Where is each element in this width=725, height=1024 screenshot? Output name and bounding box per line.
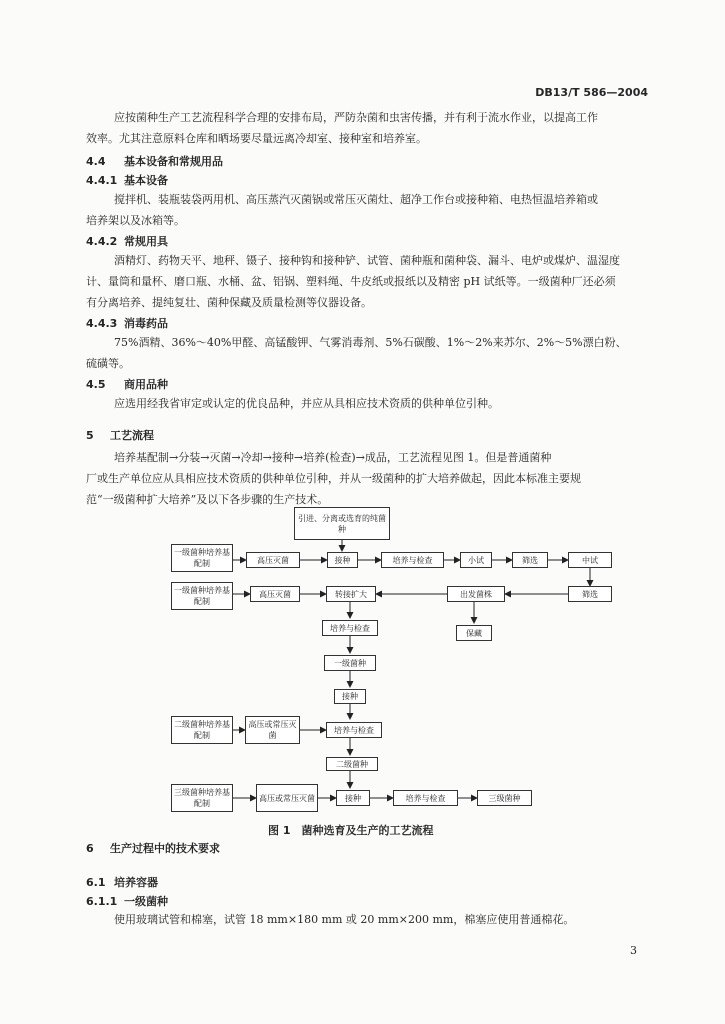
flow-box-inoculate1: 接种: [334, 689, 366, 704]
document-code: DB13/T 586—2004: [535, 86, 648, 99]
section-title: 商用品种: [124, 378, 168, 391]
flow-box-sterilize0: 高压灭菌: [246, 552, 300, 568]
figure-caption: 图 1 菌种选育及生产的工艺流程: [268, 824, 434, 837]
section-title: 消毒药品: [124, 317, 168, 330]
section-4-4-3-body: [86, 332, 658, 374]
intro-paragraph: [86, 107, 658, 149]
flow-box-culture2: 培养与检查: [326, 722, 382, 738]
flow-box-grade2: 二级菌种: [326, 757, 378, 771]
flow-box-medium0: 一级菌种培养基配制: [171, 544, 233, 572]
body-line: 厂或生产单位应从具相应技术资质的供种单位引种，并从一级菌种的扩大培养做起，因此本标准主要规: [86, 472, 581, 485]
flow-box-culture3: 培养与检查: [393, 790, 458, 806]
section-number: 4.4.2: [86, 235, 118, 248]
flow-box-midtest: 中试: [568, 552, 612, 568]
flow-box-sterilize1: 高压灭菌: [250, 586, 300, 602]
body-line: 有分离培养、提纯复壮、菌种保藏及质量检测等仪器设备。: [86, 296, 372, 309]
body-line: 应选用经我省审定或认定的优良品种，并应从具相应技术资质的供种单位引种。: [114, 397, 499, 410]
section-number: 6: [86, 842, 94, 855]
flow-box-transfer: 转接扩大: [326, 586, 376, 602]
section-4-4-3-heading: [86, 315, 168, 331]
section-title: 常规用具: [124, 235, 168, 248]
section-title: 工艺流程: [110, 429, 154, 442]
flow-box-culture0: 培养与检查: [381, 552, 444, 568]
body-line: 计、量筒和量杯、磨口瓶、水桶、盆、铝锅、塑料绳、牛皮纸或报纸以及精密 pH 试纸等。一级菌种厂还必须: [86, 275, 616, 288]
section-number: 4.4.1: [86, 174, 118, 187]
section-number: 4.4: [86, 155, 106, 168]
section-title: 培养容器: [114, 876, 158, 889]
body-line: 硫磺等。: [86, 357, 130, 370]
section-4-4-heading: [86, 153, 223, 169]
flow-box-inoculate3: 接种: [336, 790, 370, 806]
section-5-body: [86, 447, 658, 510]
body-line: 范“一级菌种扩大培养”及以下各步骤的生产技术。: [86, 493, 329, 506]
section-6-1-1-body: [86, 909, 658, 930]
section-6-1-heading: [86, 874, 158, 890]
flow-box-culture1: 培养与检查: [322, 620, 378, 636]
body-line: 培养架以及冰箱等。: [86, 214, 185, 227]
section-4-5-body: [86, 393, 658, 414]
intro-line-2: 效率。尤其注意原料仓库和晒场要尽量远离冷却室、接种室和培养室。: [86, 132, 427, 145]
section-6-1-1-heading: [86, 893, 168, 909]
section-4-4-1-heading: [86, 172, 168, 188]
section-title: 基本设备和常规用品: [124, 155, 223, 168]
flow-box-medium2: 二级菌种培养基配制: [171, 716, 233, 744]
page-number: 3: [630, 944, 637, 957]
flow-box-smalltest: 小试: [460, 552, 492, 568]
flow-box-inoculate0: 接种: [327, 552, 358, 568]
body-line: 使用玻璃试管和棉塞，试管 18 mm×180 mm 或 20 mm×200 mm，棉塞应使用普通棉花。: [114, 913, 575, 926]
flow-box-sterilize2: 高压或常压灭菌: [245, 716, 300, 744]
flow-box-fruiting: 出发菌株: [447, 586, 505, 602]
body-line: 培养基配制→分装→灭菌→冷却→接种→培养(检查)→成品，工艺流程见图 1。但是普通菌种: [114, 451, 552, 464]
section-4-4-1-body: [86, 189, 658, 231]
section-number: 6.1.1: [86, 895, 118, 908]
intro-line-1: 应按菌种生产工艺流程科学合理的安排布局，严防杂菌和虫害传播，并有利于流水作业，以提高工作: [114, 111, 598, 124]
flow-box-select1: 筛选: [568, 586, 612, 602]
body-line: 酒精灯、药物天平、地秤、镊子、接种钩和接种铲、试管、菌种瓶和菌种袋、漏斗、电炉或煤炉、温湿度: [114, 254, 620, 267]
flow-box-grade1: 一级菌种: [324, 655, 376, 671]
flow-box-source: 引进、分离或选育的纯菌种: [294, 507, 390, 540]
section-4-4-2-heading: [86, 233, 168, 249]
section-6-heading: [86, 840, 220, 856]
section-number: 5: [86, 429, 94, 442]
section-4-4-2-body: [86, 250, 658, 313]
flow-box-sterilize3: 高压或常压灭菌: [256, 784, 318, 812]
flow-box-medium3: 三级菌种培养基配制: [171, 784, 233, 812]
section-title: 基本设备: [124, 174, 168, 187]
section-number: 4.4.3: [86, 317, 118, 330]
body-line: 75%酒精、36%～40%甲醛、高锰酸钾、气雾消毒剂、5%石碳酸、1%～2%来苏尔、2%～5%漂白粉、: [114, 336, 627, 349]
section-number: 4.5: [86, 378, 106, 391]
flow-box-select0: 筛选: [512, 552, 548, 568]
section-5-heading: [86, 427, 154, 443]
flow-box-medium1: 一级菌种培养基配制: [171, 582, 233, 610]
flow-box-preserve: 保藏: [456, 625, 492, 641]
section-number: 6.1: [86, 876, 106, 889]
section-title: 一级菌种: [124, 895, 168, 908]
section-4-5-heading: [86, 376, 168, 392]
flow-box-grade3: 三级菌种: [477, 790, 532, 806]
section-title: 生产过程中的技术要求: [110, 842, 220, 855]
body-line: 搅拌机、装瓶装袋两用机、高压蒸汽灭菌锅或常压灭菌灶、超净工作台或接种箱、电热恒温培养箱或: [114, 193, 598, 206]
